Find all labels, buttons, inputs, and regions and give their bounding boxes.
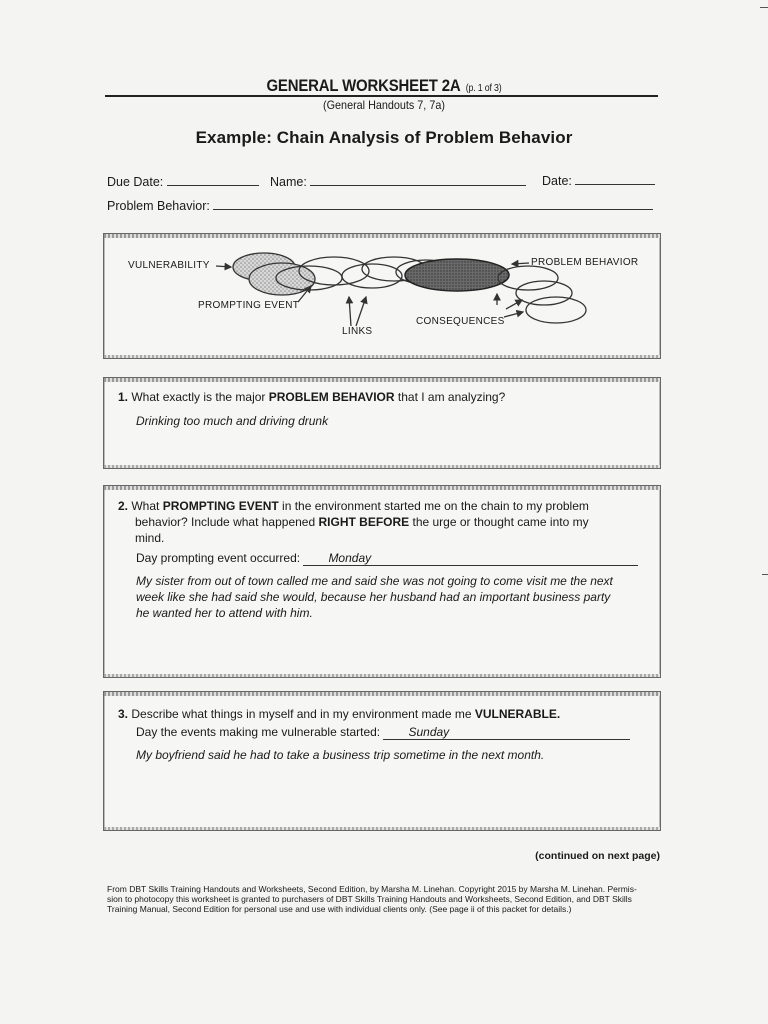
- question-1-box: [103, 377, 661, 469]
- copyright-footer: [107, 884, 662, 914]
- question-3-box: [103, 691, 661, 831]
- date-field: [542, 172, 655, 188]
- problem-behavior-arrow: [512, 263, 529, 264]
- name-label: Name:: [270, 175, 307, 189]
- due-date-line[interactable]: [167, 173, 259, 186]
- question-2-answer[interactable]: [136, 573, 656, 621]
- worksheet-title-text: GENERAL WORKSHEET 2A: [266, 76, 461, 95]
- consequences-arrow: [504, 312, 523, 317]
- prompting-day-row: [136, 550, 638, 566]
- consequence-ellipse: [516, 281, 572, 305]
- page-note: (p. 1 of 3): [465, 83, 502, 94]
- problem-behavior-ellipse: [405, 259, 509, 291]
- due-date-field: [107, 173, 259, 189]
- worksheet-title: [46, 76, 722, 96]
- consequence-ellipse: [526, 297, 586, 323]
- question-3-answer[interactable]: My boyfriend said he had to take a business trip sometime in the next month.: [136, 748, 545, 762]
- problem-behavior-line[interactable]: [213, 197, 653, 210]
- chain-diagram: [104, 234, 660, 358]
- question-keyword: VULNERABLE.: [474, 707, 561, 721]
- question-keyword: RIGHT BEFORE: [318, 515, 410, 529]
- question-number: 3.: [118, 707, 129, 721]
- problem-behavior-label: Problem Behavior:: [107, 199, 210, 213]
- question-text: mind.: [135, 531, 165, 545]
- link-ellipse: [342, 264, 402, 288]
- links-label: LINKS: [342, 326, 373, 337]
- problem-behavior-label: PROBLEM BEHAVIOR: [531, 257, 639, 268]
- scan-mark: [762, 574, 768, 575]
- question-2-box: [103, 485, 661, 678]
- question-keyword: PROMPTING EVENT: [162, 499, 279, 513]
- answer-line: My sister from out of town called me and said she was not going to come visit me the next: [136, 574, 613, 588]
- question-number: 1.: [118, 390, 129, 404]
- footer-line: Training Manual, Second Edition for personal use and use with individual clients only. (See page ii of this packet for details.): [107, 904, 572, 914]
- name-field: [270, 173, 526, 189]
- page-title: Example: Chain Analysis of Problem Behavior: [195, 128, 573, 147]
- question-1-answer[interactable]: Drinking too much and driving drunk: [136, 414, 329, 428]
- question-text: Describe what things in myself and in my environment made me: [131, 707, 475, 721]
- vulnerability-arrow: [216, 266, 231, 267]
- vulnerable-day-label: Day the events making me vulnerable started:: [136, 725, 381, 739]
- question-text: in the environment started me on the chain to my problem: [278, 499, 589, 513]
- worksheet-subtitle: (General Handouts 7, 7a): [323, 98, 445, 112]
- question-keyword: PROBLEM BEHAVIOR: [268, 390, 395, 404]
- question-number: 2.: [118, 499, 129, 513]
- prompting-event-label: PROMPTING EVENT: [198, 300, 300, 311]
- question-text: What: [131, 499, 163, 513]
- answer-line: he wanted her to attend with him.: [136, 606, 313, 620]
- answer-line: week like she had said she would, because her husband had an important business party: [136, 590, 611, 604]
- question-text: behavior? Include what happened: [135, 515, 319, 529]
- vulnerability-label: VULNERABILITY: [128, 260, 210, 271]
- question-text: that I am analyzing?: [394, 390, 506, 404]
- due-date-label: Due Date:: [107, 175, 164, 189]
- vulnerable-day-value[interactable]: Sunday: [383, 725, 630, 740]
- question-text: What exactly is the major: [131, 390, 269, 404]
- links-arrow: [356, 297, 366, 326]
- question-3-text: [118, 706, 560, 722]
- name-line[interactable]: [310, 173, 526, 186]
- chain-diagram-box: [103, 233, 661, 359]
- consequences-label: CONSEQUENCES: [416, 316, 505, 327]
- question-text: the urge or thought came into my: [409, 515, 589, 529]
- problem-behavior-field: [107, 197, 653, 213]
- prompting-day-label: Day prompting event occurred:: [136, 551, 301, 565]
- header-rule: [105, 95, 658, 97]
- date-label: Date:: [542, 174, 572, 188]
- date-line[interactable]: [575, 172, 655, 185]
- question-1-text: [118, 389, 505, 405]
- continued-note: (continued on next page): [535, 850, 660, 862]
- vulnerable-day-row: [136, 724, 630, 740]
- question-2-text: [118, 498, 648, 546]
- footer-line: sion to photocopy this worksheet is granted to purchasers of DBT Skills Training Handouts and Worksheets, Second Edition, and DBT Skills: [107, 894, 632, 904]
- scan-mark: [760, 7, 768, 8]
- prompting-day-value[interactable]: Monday: [303, 551, 638, 566]
- links-arrow: [349, 297, 351, 326]
- footer-line: From DBT Skills Training Handouts and Worksheets, Second Edition, by Marsha M. Linehan. Copyright 2015 by Marsha M. Linehan. Permis-: [107, 884, 637, 894]
- consequences-arrow: [506, 300, 522, 309]
